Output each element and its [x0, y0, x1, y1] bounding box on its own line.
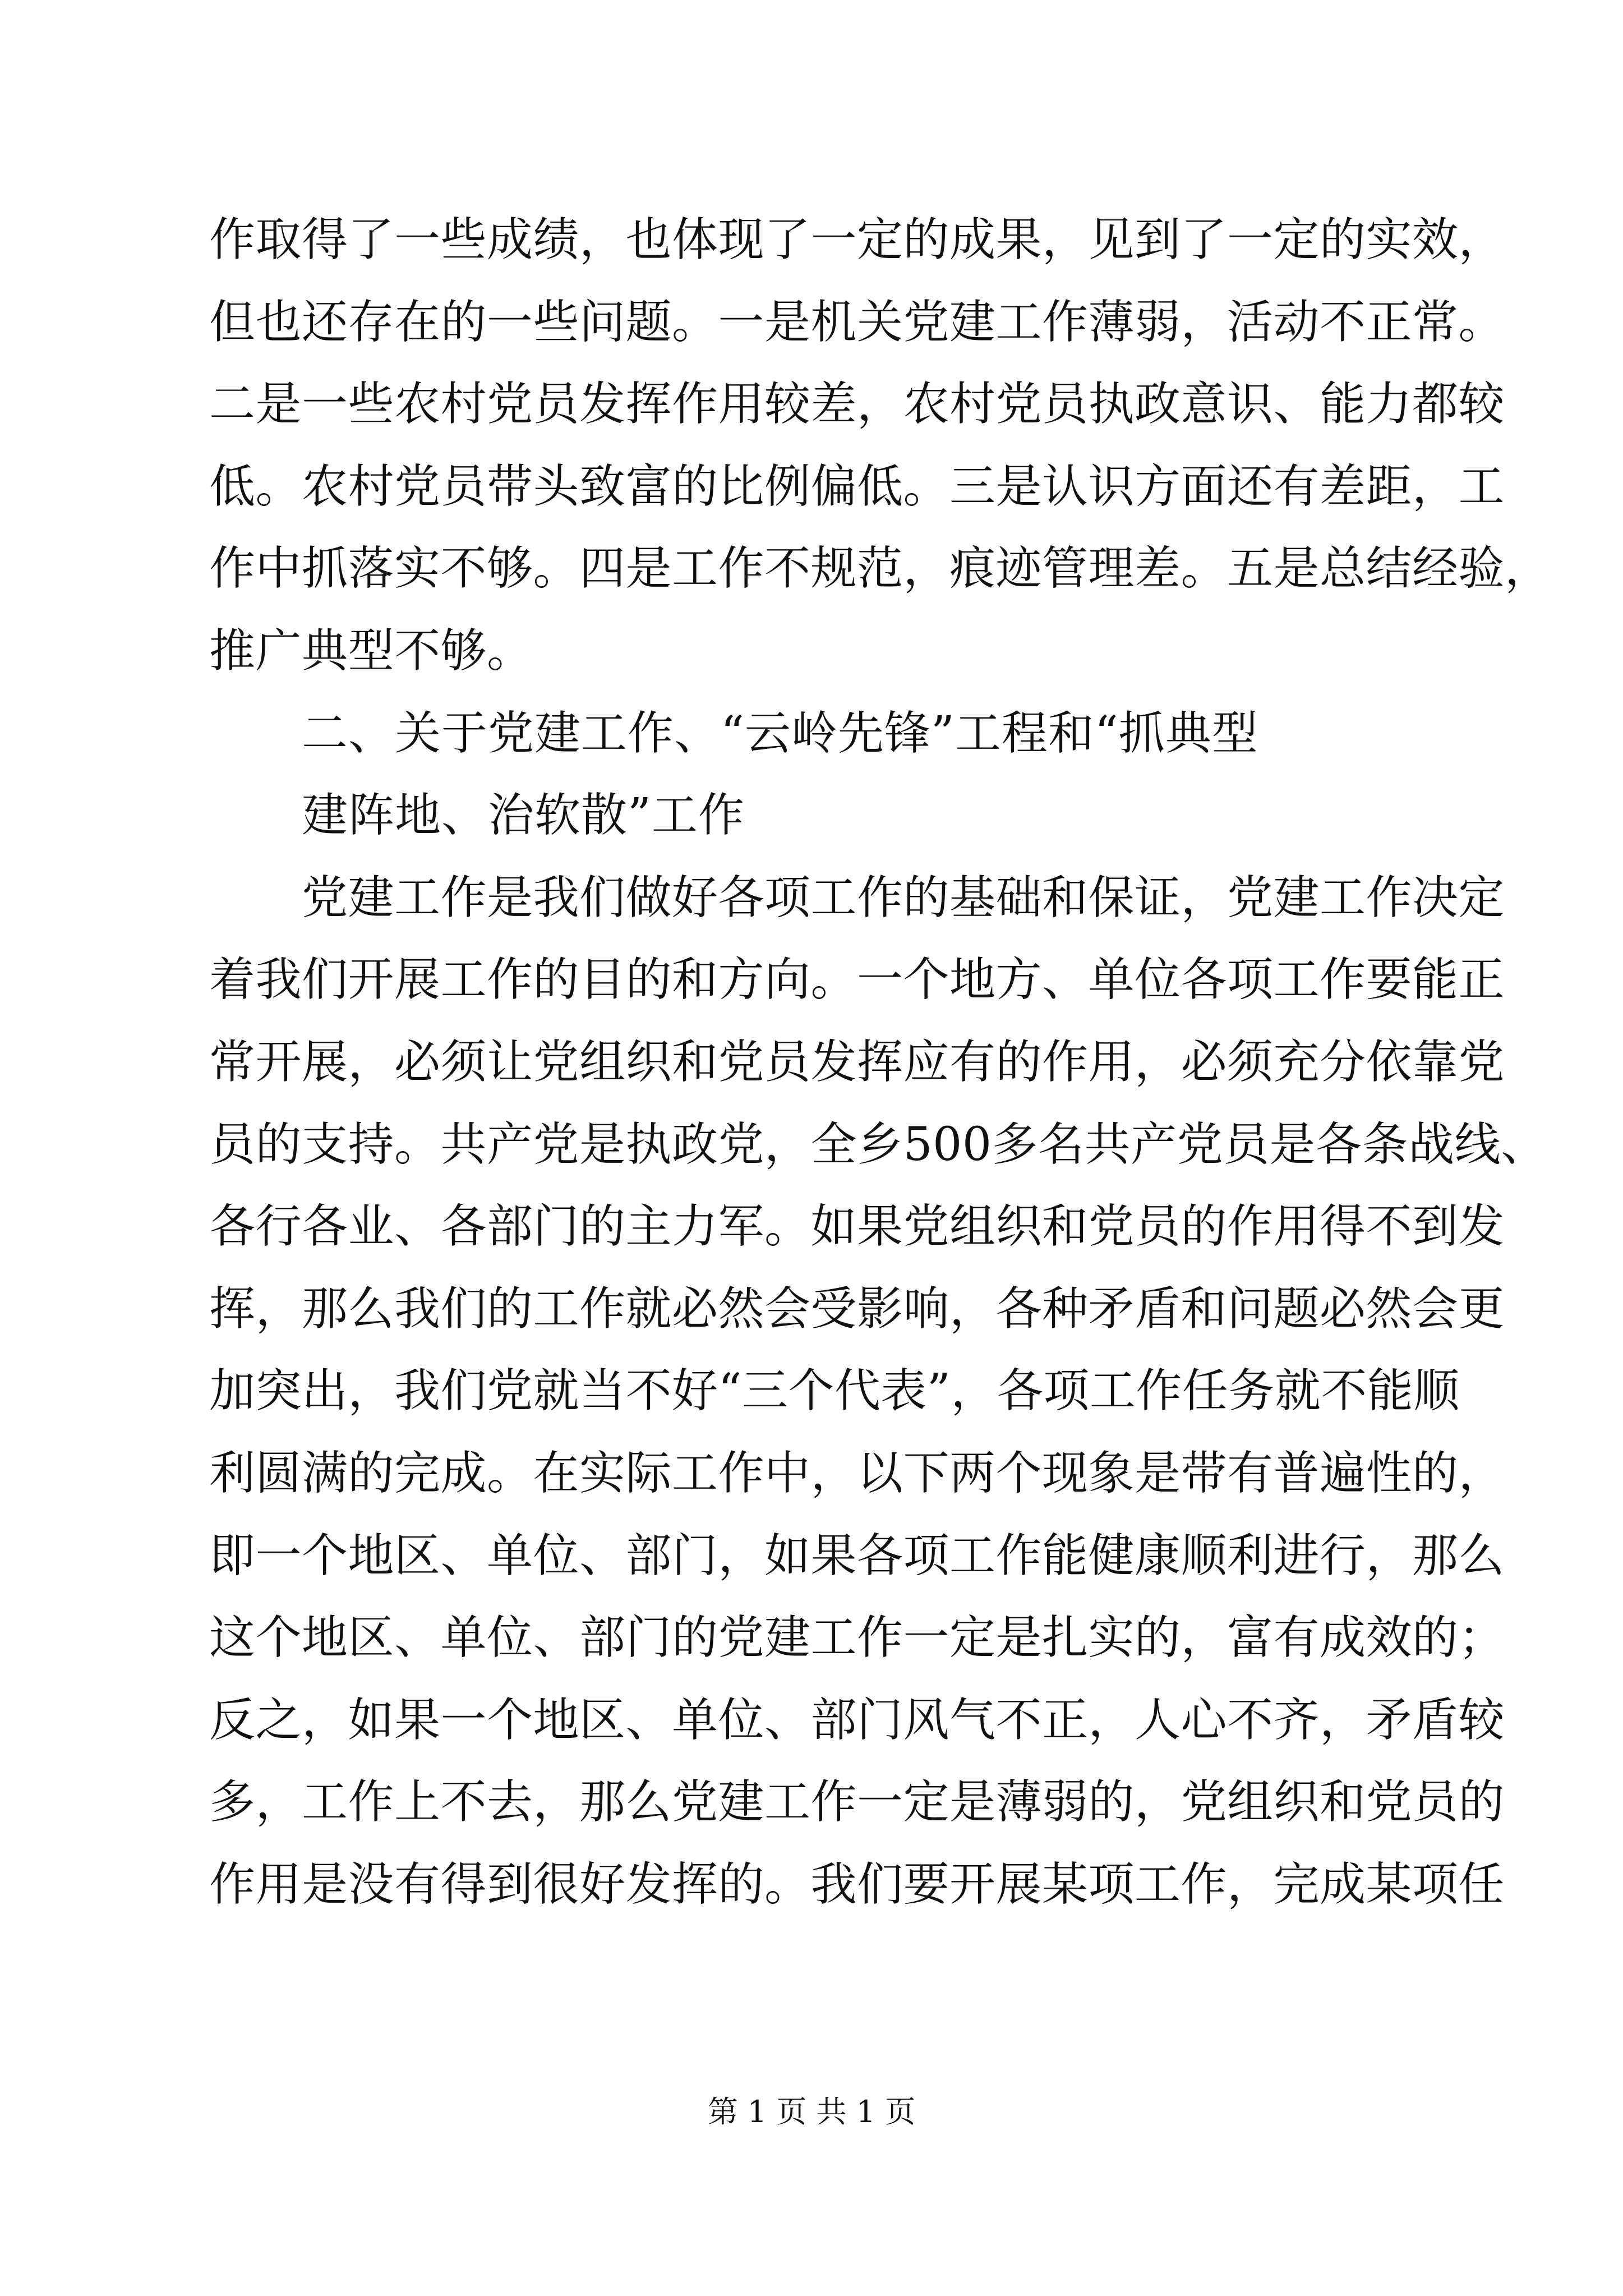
text-line-2: 但也还存在的一些问题。一是机关党建工作薄弱，活动不正常。 — [209, 295, 1505, 349]
text-line-12: 员的支持。共产党是执政党，全乡500多名共产党员是各条战线、 — [209, 1117, 1547, 1171]
text-line-14: 挥，那么我们的工作就必然会受影响，各种矛盾和问题必然会更 — [209, 1282, 1505, 1336]
text-line-16: 利圆满的完成。在实际工作中，以下两个现象是带有普遍性的， — [209, 1446, 1505, 1500]
section-heading-line-2: 建阵地、治软散”工作 — [302, 789, 745, 843]
page-number-footer: 第 1 页 共 1 页 — [707, 2094, 916, 2129]
body-text — [209, 199, 1551, 1926]
text-line-1: 作取得了一些成绩，也体现了一定的成果，见到了一定的实效， — [209, 213, 1505, 266]
text-line-5: 作中抓落实不够。四是工作不规范，痕迹管理差。五是总结经验， — [209, 542, 1551, 596]
text-line-11: 常开展，必须让党组织和党员发挥应有的作用，必须充分依靠党 — [209, 1035, 1505, 1089]
text-line-6: 推广典型不够。 — [209, 624, 533, 678]
text-line-9: 党建工作是我们做好各项工作的基础和保证，党建工作决定 — [302, 871, 1505, 924]
text-line-18: 这个地区、单位、部门的党建工作一定是扎实的，富有成效的； — [209, 1611, 1505, 1665]
text-line-4: 低。农村党员带头致富的比例偏低。三是认识方面还有差距，工 — [209, 459, 1505, 513]
text-line-21: 作用是没有得到很好发挥的。我们要开展某项工作，完成某项任 — [209, 1857, 1505, 1911]
text-line-15: 加突出，我们党就当不好“三个代表”，各项工作任务就不能顺 — [209, 1364, 1460, 1418]
section-heading-line-1: 二、关于党建工作、“云岭先锋”工程和“抓典型 — [302, 706, 1258, 760]
text-line-13: 各行各业、各部门的主力军。如果党组织和党员的作用得不到发 — [209, 1200, 1505, 1254]
text-line-10: 着我们开展工作的目的和方向。一个地方、单位各项工作要能正 — [209, 953, 1505, 1007]
text-line-19: 反之，如果一个地区、单位、部门风气不正，人心不齐，矛盾较 — [209, 1693, 1505, 1747]
text-line-17: 即一个地区、单位、部门，如果各项工作能健康顺利进行，那么 — [209, 1529, 1505, 1582]
text-line-20: 多，工作上不去，那么党建工作一定是薄弱的，党组织和党员的 — [209, 1775, 1505, 1829]
text-line-3: 二是一些农村党员发挥作用较差，农村党员执政意识、能力都较 — [209, 378, 1505, 431]
